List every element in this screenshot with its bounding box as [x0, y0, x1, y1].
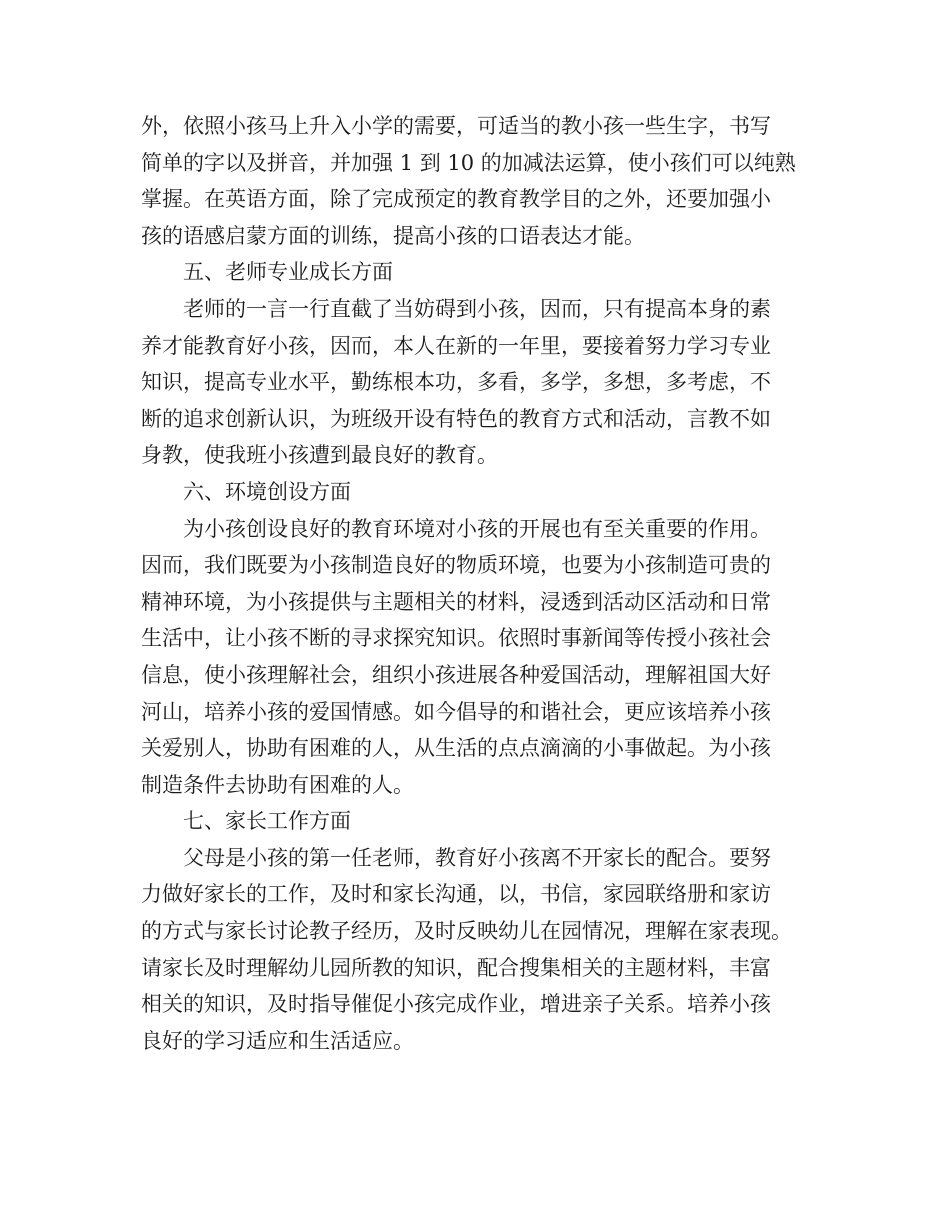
paragraph-start-line: 五、老师专业成长方面	[183, 260, 393, 285]
text-line: 制造条件去协助有困难的人。	[141, 772, 414, 797]
text-line: 养才能教育好小孩，因而，本人在新的一年里，要接着努力学习专业	[141, 333, 771, 358]
text-line: 掌握。在英语方面，除了完成预定的教育教学目的之外，还要加强小	[141, 187, 771, 212]
paragraph-start-line: 老师的一言一行直截了当妨碍到小孩，因而，只有提高本身的素	[183, 296, 771, 321]
paragraph-start-line: 父母是小孩的第一任老师，教育好小孩离不开家长的配合。要努	[183, 845, 771, 870]
text-line: 身教，使我班小孩遭到最良好的教育。	[141, 443, 498, 468]
text-line: 相关的知识，及时指导催促小孩完成作业，增进亲子关系。培养小孩	[141, 992, 771, 1017]
text-line: 知识，提高专业水平，勤练根本功，多看，多学，多想，多考虑，不	[141, 370, 771, 395]
text-line: 生活中，让小孩不断的寻求探究知识。依照时事新闻等传授小孩社会	[141, 626, 771, 651]
paragraph-start-line: 六、环境创设方面	[183, 479, 351, 504]
text-line: 外，依照小孩马上升入小学的需要，可适当的教小孩一些生字，书写	[141, 114, 771, 138]
text-line: 关爱别人，协助有困难的人，从生活的点点滴滴的小事做起。为小孩	[141, 736, 771, 761]
text-line: 信息，使小孩理解社会，组织小孩进展各种爱国活动，理解祖国大好	[141, 662, 771, 687]
document-body	[141, 108, 821, 1059]
text-line: 力做好家长的工作，及时和家长沟通，以，书信，家园联络册和家访	[141, 882, 771, 907]
text-line: 良好的学习适应和生活适应。	[141, 1028, 414, 1053]
text-line: 的方式与家长讨论教子经历，及时反映幼儿在园情况，理解在家表现。	[141, 919, 792, 944]
text-line: 断的追求创新认识，为班级开设有特色的教育方式和活动，言教不如	[141, 406, 771, 431]
text-line: 请家长及时理解幼儿园所教的知识，配合搜集相关的主题材料，丰富	[141, 955, 771, 980]
text-line: 简单的字以及拼音，并加强 1 到 10 的加减法运算，使小孩们可以纯熟	[141, 150, 796, 175]
text-line: 因而，我们既要为小孩制造良好的物质环境，也要为小孩制造可贵的	[141, 553, 771, 578]
text-line: 精神环境，为小孩提供与主题相关的材料，浸透到活动区活动和日常	[141, 589, 771, 614]
text-line: 孩的语感启蒙方面的训练，提高小孩的口语表达才能。	[141, 223, 645, 248]
paragraph-start-line: 为小孩创设良好的教育环境对小孩的开展也有至关重要的作用。	[183, 516, 771, 541]
paragraph-start-line: 七、家长工作方面	[183, 809, 351, 834]
text-line: 河山，培养小孩的爱国情感。如今倡导的和谐社会，更应该培养小孩	[141, 699, 771, 724]
